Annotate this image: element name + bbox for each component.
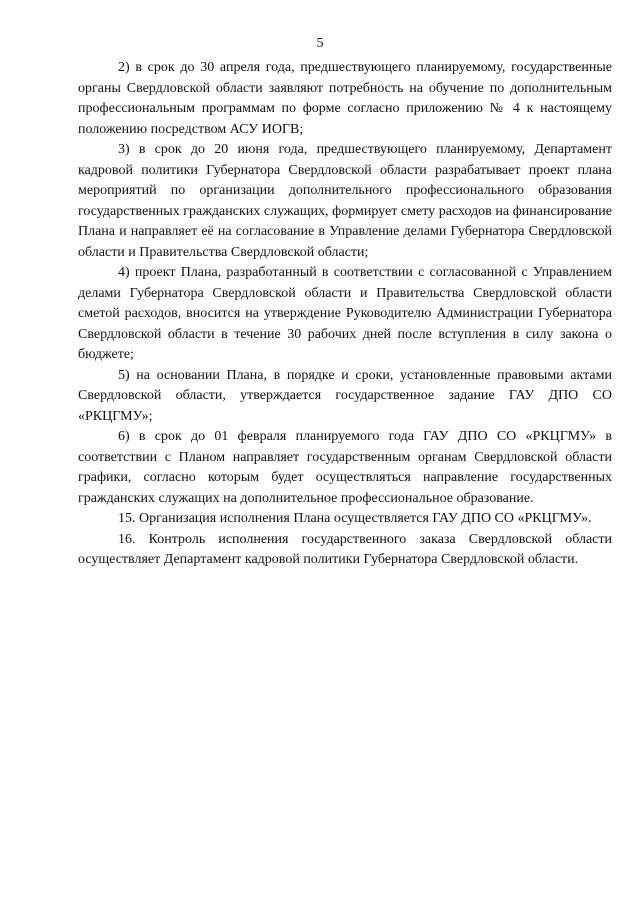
paragraph-item-5: 5) на основании Плана, в порядке и сроки, установленные правовыми актами Свердловской области, утверждается государственное задание ГАУ ДПО СО «РКЦГМУ»; [78,367,612,424]
paragraph-item-3: 3) в срок до 20 июня года, предшествующего планируемому, Департамент кадровой политики Губернатора Свердловской области разрабатывает проект плана мероприятий по организации дополнительного профессионального образования государственных гражданских служащих, формирует смету расходов на финансирование Плана и направляет её на согласование в Управление делами Губернатора Свердловской области и Правительства Свердловской области; [78,142,612,260]
paragraph-item-2: 2) в срок до 30 апреля года, предшествующего планируемому, государственные органы Свердловской области заявляют потребность на обучение по дополнительным профессиональным программам по форме согласно приложению № 4 к настоящему положению посредством АСУ ИОГВ; [78,60,612,137]
page-number: 5 [316,36,324,51]
paragraph-clause-16: 16. Контроль исполнения государственного заказа Свердловской области осуществляет Департамент кадровой политики Губернатора Свердловской области. [78,531,612,567]
paragraph-clause-15: 15. Организация исполнения Плана осуществляется ГАУ ДПО СО «РКЦГМУ». [118,511,592,526]
paragraph-item-6: 6) в срок до 01 февраля планируемого года ГАУ ДПО СО «РКЦГМУ» в соответствии с Планом направляет государственным органам Свердловской области графики, согласно которым будет осуществляться направление государственных гражданских служащих на дополнительное профессиональное образование. [78,429,612,506]
paragraph-item-4: 4) проект Плана, разработанный в соответствии с согласованной с Управлением делами Губернатора Свердловской области и Правительства Свердловской области сметой расходов, вносится на утверждение Руководителю Администрации Губернатора Свердловской области в течение 30 рабочих дней после вступления в силу закона о бюджете; [78,265,612,362]
document-body [78,58,612,571]
